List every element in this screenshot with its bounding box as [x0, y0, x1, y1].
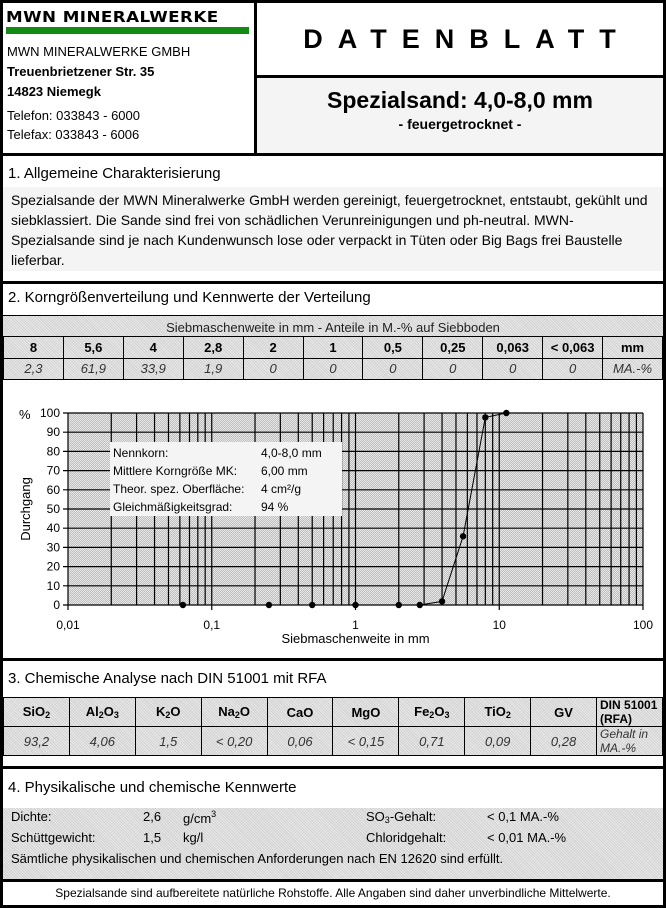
bulk-density-value: 1,5	[143, 830, 162, 845]
legend-row	[113, 444, 339, 462]
sieve-fraction-value: 61,9	[63, 358, 123, 379]
physical-values-block	[3, 808, 663, 880]
chem-component-header: TiO$_2$	[465, 698, 531, 727]
company-street: Treuenbrietzener Str. 35	[7, 64, 155, 79]
chem-component-value: 1,5	[135, 727, 201, 756]
x-tick-label: 1	[352, 618, 359, 632]
y-tick-label: 20	[46, 559, 60, 574]
section1-description: Spezialsande der MWN Mineralwerke GmbH werden gereinigt, feuergetrocknet, entstaubt, gekühlt und siebklassiert. Die Sande sind frei von schädlichen Verunreinigungen und ph-neutral. MWN-Spezialsande sind je nach Kundenwunsch lose oder verpackt in Tüten oder Big Bags frei Baustelle lieferbar.	[3, 187, 663, 271]
section1-title: 1. Allgemeine Charakterisierung	[8, 165, 221, 182]
sieve-size-header: mm	[603, 336, 663, 358]
bulk-density-unit: kg/l	[183, 830, 204, 845]
chem-component-header: $Na_2O$	[201, 698, 267, 727]
chem-component-value: 0,71	[399, 727, 465, 756]
chem-component-header: SiO$_2$	[4, 698, 70, 727]
sieve-size-header: 1	[303, 336, 363, 358]
section-divider	[0, 153, 666, 156]
y-tick-label: 10	[46, 578, 60, 593]
data-point	[396, 602, 402, 608]
chem-component-value: Gehalt in MA.-%	[597, 727, 663, 756]
sieve-table-caption: Siebmaschenweite in mm - Anteile in M.-% auf Siebboden	[4, 316, 663, 336]
sieve-fraction-value: 0	[483, 358, 543, 379]
chem-component-header: MgO	[333, 698, 399, 727]
company-address	[7, 42, 190, 144]
sieve-fraction-value: 0	[303, 358, 363, 379]
legend-label: Nennkorn:	[113, 446, 169, 460]
sieve-fraction-value: 0	[543, 358, 603, 379]
y-tick-label: 60	[46, 482, 60, 497]
y-tick-label: 90	[46, 425, 60, 440]
data-point	[417, 602, 423, 608]
density-label: Dichte:	[11, 809, 52, 824]
company-city: 14823 Niemegk	[7, 84, 101, 99]
sieve-size-header: 2,8	[183, 336, 243, 358]
chloride-label: Chloridgehalt:	[366, 830, 447, 845]
chem-component-value: 0,09	[465, 727, 531, 756]
company-logo: MWN MINERALWERKE	[6, 8, 219, 26]
sieve-fraction-value: 0	[243, 358, 303, 379]
product-subtitle: - feuergetrocknet -	[398, 116, 522, 132]
chem-component-value: 0,06	[267, 727, 333, 756]
legend-row	[113, 462, 339, 480]
x-tick-label: 100	[632, 618, 654, 632]
y-tick-label: 80	[46, 444, 60, 459]
section-divider	[0, 766, 666, 769]
x-tick-label: 0,1	[203, 618, 221, 632]
compliance-note: Sämtliche physikalischen und chemischen Anforderungen nach EN 12620 sind erfüllt.	[11, 851, 504, 866]
so3-label: $SO_3$-Gehalt:	[366, 809, 437, 825]
data-point	[309, 602, 315, 608]
chem-component-value: 4,06	[69, 727, 135, 756]
legend-label: Gleichmäßigkeitsgrad:	[113, 500, 233, 514]
footer-disclaimer: Spezialsande sind aufbereitete natürliche Rohstoffe. Alle Angaben sind daher unverbindliche Mittelwerte.	[55, 886, 611, 900]
chem-component-header: CaO	[267, 698, 333, 727]
sieve-table	[3, 316, 663, 380]
bulk-density-label: Schüttgewicht:	[11, 830, 96, 845]
data-point	[180, 602, 186, 608]
document-title: DATENBLATT	[303, 23, 631, 54]
sieve-size-header: 2	[243, 336, 303, 358]
chart-legend-box	[110, 442, 342, 516]
legend-row	[113, 480, 339, 498]
legend-value: 6,00 mm	[261, 464, 308, 478]
section-divider	[0, 658, 666, 661]
sieve-fraction-value: 1,9	[183, 358, 243, 379]
section4-title: 4. Physikalische und chemische Kennwerte	[8, 779, 297, 796]
chem-component-value: < 0,20	[201, 727, 267, 756]
chem-component-header: DIN 51001 (RFA)	[597, 698, 663, 727]
section-divider	[0, 281, 666, 284]
data-point	[266, 602, 272, 608]
data-point	[439, 598, 445, 604]
logo-green-bar	[6, 27, 249, 34]
y-tick-label: 100	[39, 406, 60, 420]
data-point	[460, 533, 466, 539]
chem-component-header: $Al_2O_3$	[69, 698, 135, 727]
chemical-analysis-table	[3, 697, 663, 756]
y-unit-label: %	[19, 407, 31, 422]
sieve-size-header: 4	[123, 336, 183, 358]
data-point	[503, 410, 509, 416]
chloride-value: < 0,01 MA.-%	[487, 830, 567, 845]
density-unit: $g/cm^3$	[183, 809, 217, 826]
company-phone: Telefon: 033843 - 6000	[7, 108, 140, 123]
legend-value: 4 cm²/g	[261, 482, 302, 496]
y-tick-label: 0	[53, 598, 60, 612]
sieve-size-header: 8	[4, 336, 64, 358]
chem-component-header: $K_2O$	[135, 698, 201, 727]
y-axis-label: Durchgang	[18, 477, 33, 541]
y-tick-label: 70	[46, 463, 60, 478]
sieve-fraction-value: 0	[423, 358, 483, 379]
y-tick-label: 40	[46, 521, 60, 536]
x-tick-label: 0,01	[56, 618, 80, 632]
company-fax: Telefax: 033843 - 6006	[7, 127, 140, 142]
sieve-fraction-value: 33,9	[123, 358, 183, 379]
chem-component-value: 0,28	[531, 727, 597, 756]
sieve-size-header: 0,5	[363, 336, 423, 358]
chem-component-value: 93,2	[4, 727, 70, 756]
legend-value: 4,0-8,0 mm	[261, 446, 322, 460]
section2-title: 2. Korngrößenverteilung und Kennwerte der Verteilung	[8, 289, 371, 306]
product-title-box	[257, 78, 663, 153]
data-point	[482, 414, 488, 420]
legend-row	[113, 498, 339, 516]
chem-component-header: GV	[531, 698, 597, 727]
x-tick-label: 10	[492, 618, 506, 632]
chem-component-value: < 0,15	[333, 727, 399, 756]
legend-label: Theor. spez. Oberfläche:	[113, 482, 245, 496]
legend-value: 94 %	[261, 500, 289, 514]
y-tick-label: 30	[46, 540, 60, 555]
company-name: MWN MINERALWERKE GMBH	[7, 44, 191, 59]
sieve-fraction-value: 2,3	[4, 358, 64, 379]
sieve-fraction-value: 0	[363, 358, 423, 379]
legend-label: Mittlere Korngröße MK:	[113, 464, 238, 478]
sieve-fraction-value: MA.-%	[603, 358, 663, 379]
data-point	[352, 602, 358, 608]
sieve-size-header: < 0,063	[543, 336, 603, 358]
y-tick-label: 50	[46, 502, 60, 516]
sieve-size-header: 0,063	[483, 336, 543, 358]
product-title: Spezialsand: 4,0-8,0 mm	[327, 87, 593, 113]
chem-component-header: $Fe_2O_3$	[399, 698, 465, 727]
x-axis-label: Siebmaschenweite in mm	[281, 631, 430, 646]
grain-size-chart	[3, 390, 663, 658]
sieve-size-header: 5,6	[63, 336, 123, 358]
so3-value: < 0,1 MA.-%	[487, 809, 559, 824]
density-value: 2,6	[143, 809, 162, 824]
sieve-size-header: 0,25	[423, 336, 483, 358]
section3-title: 3. Chemische Analyse nach DIN 51001 mit RFA	[8, 670, 327, 687]
